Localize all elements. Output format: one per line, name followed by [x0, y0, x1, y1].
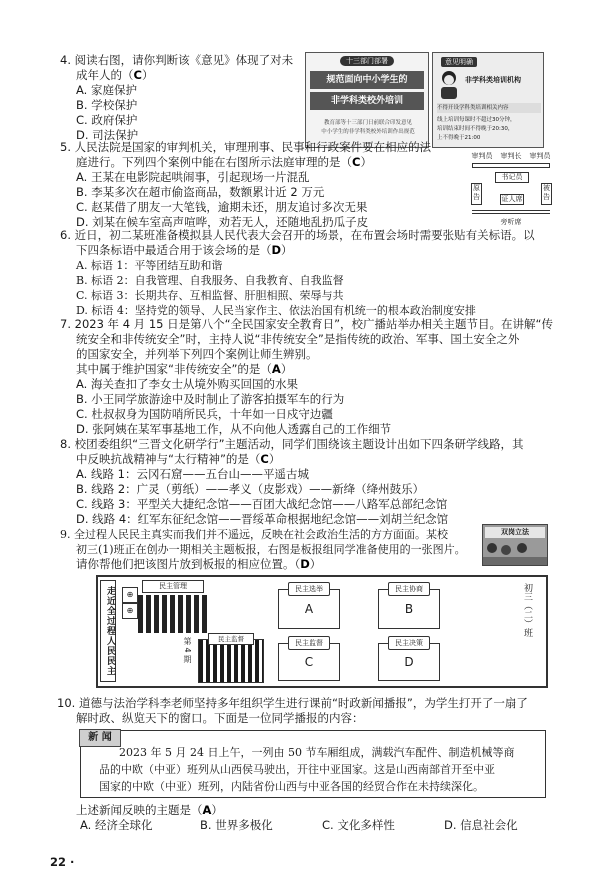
q9-slot-b[interactable] [378, 585, 440, 629]
q9-slot-b-letter: B [404, 602, 414, 616]
q9-photo-caption: 双岗立法 [485, 527, 545, 538]
q8-option-a: A. 线路 1：云冈石窟——五台山——平遥古城 [76, 467, 309, 481]
q6-option-a: A. 标语 1：平等团结互助和谐 [76, 259, 223, 272]
q5-judge-bench [472, 163, 550, 168]
q9-board-photo [198, 639, 264, 683]
q5-seat-presiding-judge: 审判长 [500, 152, 522, 160]
q9-photo-figure [501, 545, 511, 555]
q4-news-caption-line1: 教育部等十三部门日前联合印发意见 [323, 120, 412, 126]
q5-stem-line1: 5. 人民法院是国家的审判机关，审理刑事、民事和行政案件要在相应的法 [60, 140, 432, 154]
q10-option-a: A. 经济全球化 [80, 818, 153, 832]
q9-stem-line2: 初三(1)班正在创办一期相关主题板报，右图是板报组同学准备使用的一张图片。 [76, 543, 466, 556]
q4-news-caption-line2: 中小学生的非学科类校外培训作出规范 [321, 129, 415, 135]
q9-board-class-label: 初三（二）班 [522, 583, 532, 637]
q5-gallery-label: 旁听席 [500, 218, 522, 226]
q9-slot-d[interactable] [378, 639, 440, 681]
q5-defendant-desk: 被告 [541, 183, 552, 205]
q9-board-photo-header: 民主监督 [208, 633, 254, 645]
q9-photo-figure [517, 543, 527, 553]
q7-option-c: C. 杜叔叔身为国防哨所民兵，十年如一日戍守边疆 [76, 407, 333, 421]
q4-notice-text1: 不得开设学科类培训相关内容 [437, 103, 541, 113]
q4-notice-text2: 线上培训每课时不超过30分钟， [437, 117, 516, 123]
q7-answer: A [271, 362, 281, 376]
q9-seating-grid [138, 595, 210, 633]
q9-photo-figure [487, 543, 497, 553]
q7-option-b: B. 小王同学旅游途中及时制止了游客拍摄军车的行为 [76, 392, 345, 406]
q8-stem-line2: 中反映抗战精神与“太行精神”的是（C） [76, 452, 281, 466]
q9-board-icon-mid: ⊕ [122, 603, 138, 619]
q4-answer: C [133, 68, 142, 82]
q6-option-d: D. 标语 4：坚持党的领导、人民当家作主、依法治国有机统一的根本政治制度安排 [76, 304, 476, 317]
q4-notice-text4: 上不得晚于21:00 [437, 135, 481, 141]
q5-stem-line2: 庭进行。下列四个案例中能在右图所示法庭审理的是（C） [76, 155, 372, 169]
q9-stem-line3: 请你帮他们把该图片放到板报的相应位置。（D） [76, 557, 322, 571]
q9-slot-c-header: 民主监督 [288, 636, 330, 650]
q7-option-a: A. 海关查扣了李女士从境外购买回国的水果 [76, 377, 298, 391]
q9-blackboard [96, 575, 548, 688]
person-illustration-icon [437, 69, 461, 99]
q5-witness-stand: 证人席 [501, 195, 523, 203]
q6-option-b: B. 标语 2：自我管理、自我服务、自我教育、自我监督 [76, 274, 344, 287]
q5-courtroom-diagram [470, 152, 552, 230]
q4-option-a: A. 家庭保护 [76, 83, 137, 97]
q8-option-c: C. 线路 3：平型关大捷纪念馆——百团大战纪念馆——八路军总部纪念馆 [76, 497, 448, 511]
q4-option-c: C. 政府保护 [76, 113, 138, 127]
q9-slot-b-header: 民主协商 [388, 582, 430, 596]
q7-stem-line4: 其中属于维护国家“非传统安全”的是（A） [76, 362, 293, 376]
q9-photo [482, 524, 548, 566]
q4-stem-line1: 4. 阅读右图，请你判断该《意见》体现了对未 [60, 53, 294, 67]
q9-slot-a[interactable] [278, 585, 340, 629]
q10-news-line3: 国家的中欧（中亚）班列，内陆省份山西与中亚各国的经贸合作在未持续深化。 [99, 780, 484, 793]
q8-option-d: D. 线路 4：红军东征纪念馆——晋绥革命根据地纪念馆——刘胡兰纪念馆 [76, 512, 449, 526]
q9-slot-a-letter: A [304, 602, 314, 616]
q7-stem-line3: 的国家安全，并列举下列四个案例让师生辨别。 [76, 347, 318, 361]
q9-slot-c-letter: C [304, 655, 314, 669]
q9-slot-c[interactable] [278, 639, 340, 681]
q4-notice-text3: 培训结束时间不得晚于20:30， [437, 126, 514, 132]
q5-gallery-rail [472, 210, 550, 214]
q10-news-line1: 2023 年 5 月 24 日上午，一列由 50 节车厢组成，满载汽车配件、制造机械等商 [119, 746, 515, 759]
q9-stem-line1: 9. 全过程人民民主真实而我们并不遥远，反映在社会政治生活的方方面面。某校 [60, 528, 448, 541]
q9-board-icon-top: ⊕ [122, 587, 138, 603]
q9-answer: D [300, 557, 310, 571]
q5-seat-judge-left: 审判员 [471, 152, 493, 160]
q5-answer: C [352, 155, 361, 169]
q5-option-a: A. 王某在电影院起哄闹事，引起现场一片混乱 [76, 170, 310, 184]
q6-answer: D [271, 243, 282, 257]
q5-seat-judge-right: 审判员 [529, 152, 551, 160]
q8-option-b: B. 线路 2：广灵（剪纸）——孝义（皮影戏）——新绛（绛州鼓乐） [76, 482, 425, 496]
q9-photo-table [483, 557, 547, 565]
q5-clerk-desk: 书记员 [495, 172, 529, 183]
q10-stem-line2: 解时政、纵览天下的窗口。下面是一位同学播报的内容： [76, 711, 364, 725]
q4-stem-line2: 成年人的（C） [76, 68, 154, 82]
q9-slot-d-header: 民主决策 [388, 636, 430, 650]
q4-notice-title: 非学科类培训机构 [465, 76, 521, 84]
q9-board-top-left-header: 民主管理 [142, 580, 204, 593]
q7-stem-line2: 统安全和非传统安全”时，主持人说“非传统安全”是指传统的政治、军事、国土安全之外 [76, 332, 520, 346]
q5-option-c: C. 赵某借了朋友一大笔钱，逾期未还，朋友追讨多次无果 [76, 200, 368, 214]
q7-stem-line1: 7. 2023 年 4 月 15 日是第八个“全民国家安全教育日”，校广播站举办相关主题节目。在讲解“传 [60, 317, 553, 331]
q4-news-figure [305, 52, 429, 148]
q10-option-b: B. 世界多极化 [200, 818, 273, 832]
q9-board-issue: 第 4 期 [183, 637, 192, 664]
q7-option-d: D. 张阿姨在某军事基地工作，从不向他人透露自己的工作细节 [76, 422, 392, 436]
q4-option-d: D. 司法保护 [76, 128, 139, 142]
q4-news-title-line2: 非学科类校外培训 [310, 92, 424, 110]
q9-slot-a-header: 民主选举 [288, 582, 330, 596]
q4-notice-banner: 意见明确 [441, 57, 477, 67]
q10-news-box [80, 730, 546, 798]
q10-news-label: 新 闻 [79, 729, 121, 747]
q9-board-vertical-title: 走近全过程人民民主 [100, 580, 116, 682]
q10-option-c: C. 文化多样性 [322, 818, 395, 832]
q10-answer: A [202, 803, 212, 817]
q8-stem-line1: 8. 校团委组织“三晋文化研学行”主题活动，同学们围绕该主题设计出如下四条研学线路，其 [60, 437, 524, 451]
q4-notice-figure [432, 52, 544, 148]
q4-news-banner: 十三部门部署 [340, 56, 394, 66]
q4-option-b: B. 学校保护 [76, 98, 138, 112]
q6-stem-line2: 下四条标语中最适合用于该会场的是（D） [76, 243, 293, 257]
q10-stem-line3: 上述新闻反映的主题是（A） [76, 803, 223, 817]
q5-option-d: D. 刘某在候车室高声喧哗，劝若无人，还随地乱扔瓜子皮 [76, 215, 369, 229]
q9-slot-d-letter: D [404, 655, 414, 669]
q8-answer: C [260, 452, 269, 466]
q5-plaintiff-desk: 原告 [471, 183, 482, 205]
q10-stem-line1: 10. 道德与法治学科李老师坚持多年组织学生进行课前“时政新闻播报”，为学生打开了一扇了 [57, 696, 528, 710]
page-number: 22 · [50, 855, 75, 869]
q10-option-d: D. 信息社会化 [444, 818, 518, 832]
q6-option-c: C. 标语 3：长期共存、互相监督、肝胆相照、荣辱与共 [76, 289, 344, 302]
q6-stem-line1: 6. 近日，初二某班准备模拟县人民代表大会召开的场景，在布置会场时需要张贴有关标语。以 [60, 228, 535, 242]
q4-news-title-line1: 规范面向中小学生的 [310, 71, 424, 89]
q10-news-line2: 品的中欧（中亚）班列从山西侯马驶出，开往中亚国家。这是山西南部首开至中亚 [99, 763, 495, 776]
q5-option-b: B. 李某多次在超市偷盗商品，数额累计近 2 万元 [76, 185, 325, 199]
